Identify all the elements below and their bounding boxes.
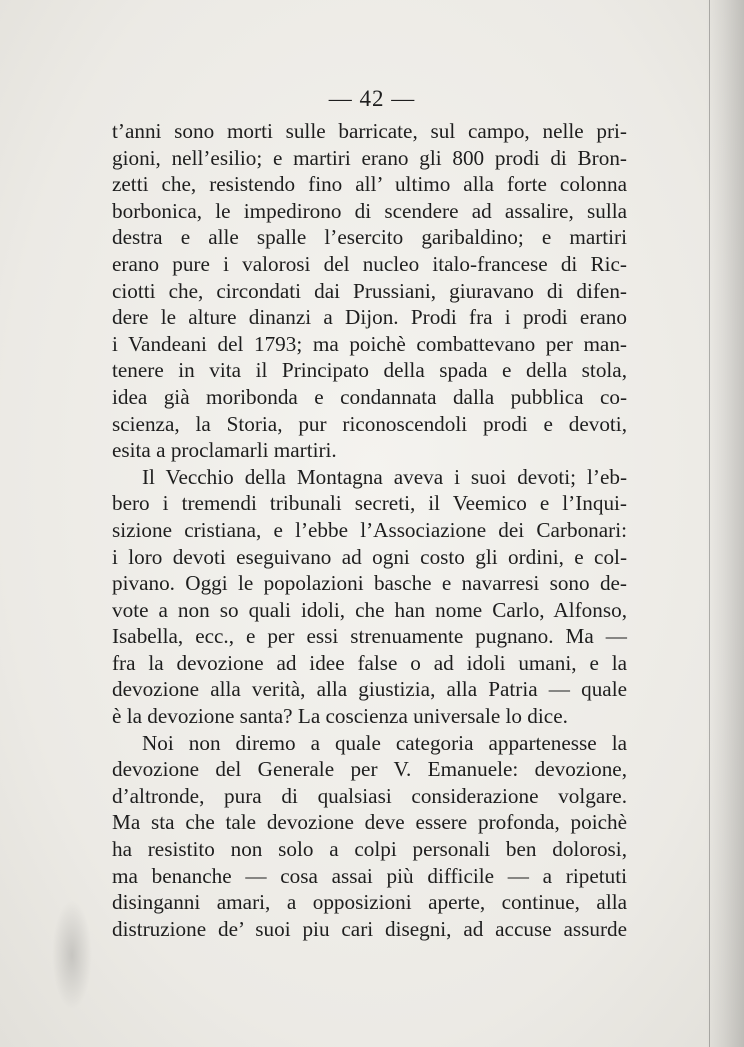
text-line: Ma sta che tale devozione deve essere profonda, poichè [112, 810, 627, 835]
text-line: esita a proclamarli martiri. [112, 438, 337, 463]
text-line: bero i tremendi tribunali secreti, il Veemico e l’Inqui- [112, 491, 627, 516]
text-line: destra e alle spalle l’esercito garibaldino; e martiri [112, 225, 627, 250]
text-line: ciotti che, circondati dai Prussiani, giuravano di difen- [112, 278, 627, 303]
text-line: fra la devozione ad idee false o ad idoli umani, e la [112, 650, 627, 675]
text-line: Isabella, ecc., e per essi strenuamente pugnano. Ma — [112, 624, 627, 649]
text-line: Il Vecchio della Montagna aveva i suoi devoti; l’eb- [142, 464, 627, 489]
text-line: erano pure i valorosi del nucleo italo-francese di Ric- [112, 251, 627, 276]
text-line: devozione alla verità, alla giustizia, alla Patria — quale [112, 677, 627, 702]
text-line: è la devozione santa? La coscienza universale lo dice. [112, 704, 568, 729]
page-edge-line [709, 0, 710, 1047]
text-line: tenere in vita il Principato della spada e della stola, [112, 358, 627, 383]
text-line: scienza, la Storia, pur riconoscendoli prodi e devoti, [112, 411, 627, 436]
text-line: t’anni sono morti sulle barricate, sul campo, nelle pri- [112, 119, 627, 143]
text-line: vote a non so quali idoli, che han nome Carlo, Alfonso, [112, 597, 627, 622]
text-line: ma benanche — cosa assai più difficile — a ripetuti [112, 863, 627, 888]
text-line: Noi non diremo a quale categoria appartenesse la [142, 730, 627, 755]
page-edge-shadow [706, 0, 744, 1047]
text-line: zetti che, resistendo fino all’ ultimo alla forte colonna [112, 172, 627, 197]
text-line: disinganni amari, a opposizioni aperte, continue, alla [112, 890, 627, 915]
body-text [112, 118, 627, 942]
text-line: sizione cristiana, e l’ebbe l’Associazione dei Carbonari: [112, 517, 627, 542]
text-line: gioni, nell’esilio; e martiri erano gli 800 prodi di Bron- [112, 145, 627, 170]
text-line: i Vandeani del 1793; ma poichè combattevano per man- [112, 331, 627, 356]
text-line: d’altronde, pura di qualsiasi considerazione volgare. [112, 783, 627, 808]
page-number: — 42 — [328, 86, 416, 111]
text-line: idea già moribonda e condannata dalla pubblica co- [112, 384, 627, 409]
page-smudge [52, 900, 92, 1010]
text-line: borbonica, le impedirono di scendere ad assalire, sulla [112, 198, 627, 223]
text-line: devozione del Generale per V. Emanuele: devozione, [112, 757, 627, 782]
text-line: i loro devoti eseguivano ad ogni costo gli ordini, e col- [112, 544, 627, 569]
text-line: distruzione de’ suoi piu cari disegni, ad accuse assurde [112, 916, 627, 941]
text-line: pivano. Oggi le popolazioni basche e navarresi sono de- [112, 571, 627, 596]
text-line: dere le alture dinanzi a Dijon. Prodi fra i prodi erano [112, 305, 627, 330]
text-line: ha resistito non solo a colpi personali ben dolorosi, [112, 837, 627, 862]
